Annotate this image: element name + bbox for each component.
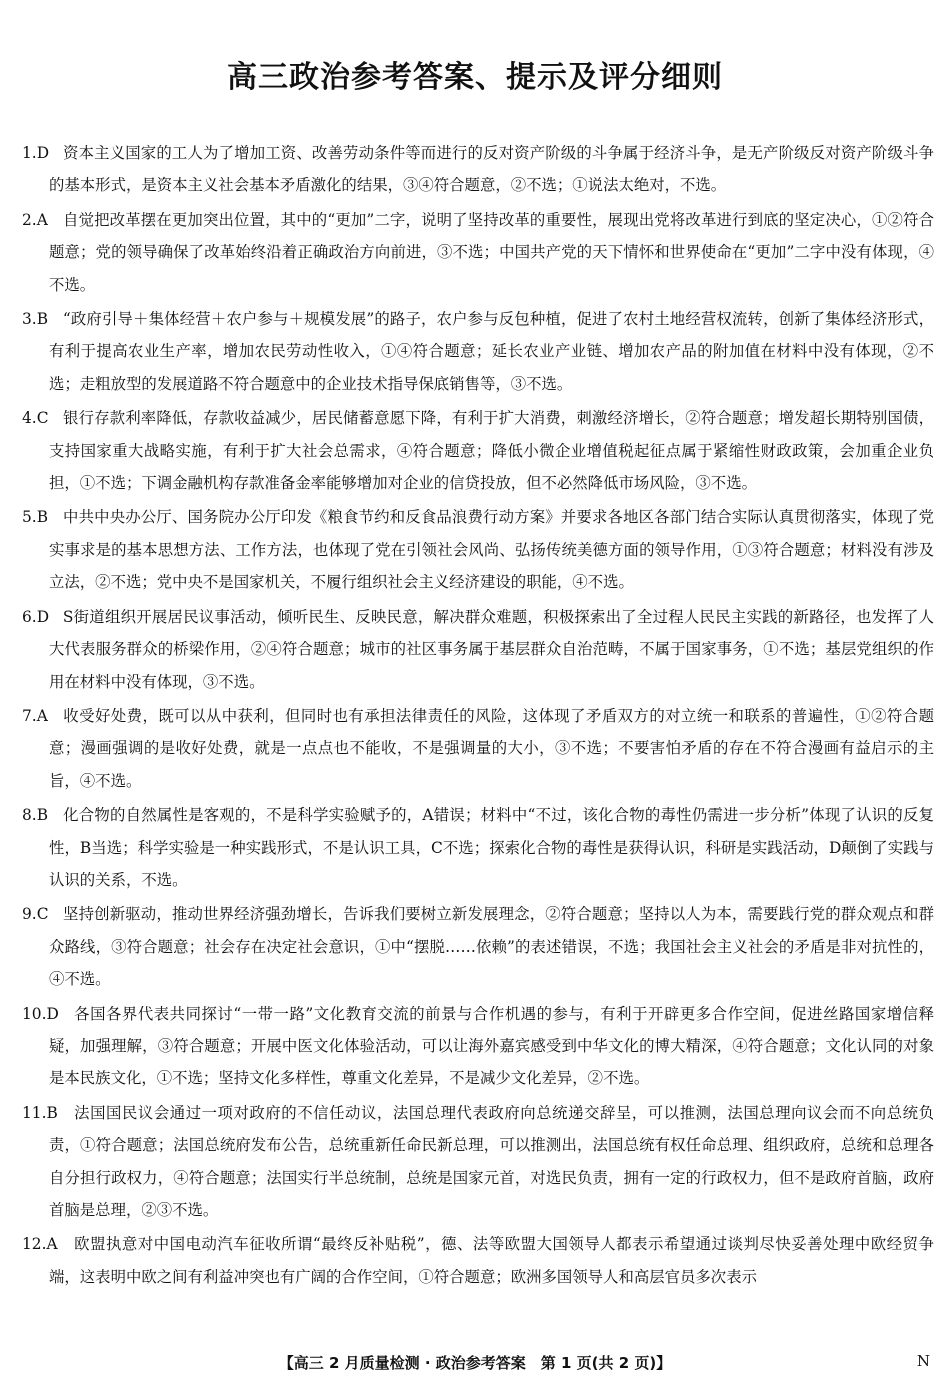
list-item: [22, 799, 934, 896]
item-number: 8.B: [22, 806, 48, 825]
item-text: 坚持创新驱动，推动世界经济强劲增长，告诉我们要树立新发展理念，②符合题意；坚持以人为本，需要践行党的群众观点和群众路线，③符合题意；社会存在决定社会意识，①中“摆脱……依赖”的表述错误，不选；我国社会主义社会的矛盾是非对抗性的，④不选。: [49, 905, 934, 989]
item-text: 银行存款利率降低，存款收益减少，居民储蓄意愿下降，有利于扩大消费，刺激经济增长，②符合题意；增发超长期特别国债，支持国家重大战略实施，有利于扩大社会总需求，④符合题意；降低小微企业增值税起征点属于紧缩性财政政策，会加重企业负担，①不选；下调金融机构存款准备金率能够增加对企业的信贷投放，但不必然降低市场风险，③不选。: [49, 409, 934, 493]
page-title: 高三政治参考答案、提示及评分细则: [227, 60, 723, 95]
item-number: 11.B: [22, 1103, 58, 1122]
page-footer: 【高三 2 月质量检测 · 政治参考答案 第 1 页(共 2 页)】: [278, 1354, 672, 1372]
answer-list: [22, 137, 934, 1295]
item-text: 欧盟执意对中国电动汽车征收所谓“最终反补贴税”，德、法等欧盟大国领导人都表示希望通过谈判尽快妥善处理中欧经贸争端，这表明中欧之间有利益冲突也有广阔的合作空间，①符合题意；欧洲多国领导人和高层官员多次表示: [49, 1235, 934, 1286]
item-number: 7.A: [22, 706, 48, 725]
item-text: “政府引导＋集体经营＋农户参与＋规模发展”的路子，农户参与反包种植，促进了农村土地经营权流转，创新了集体经济形式，有利于提高农业生产率，增加农民劳动性收入，①④符合题意；延长农业产业链、增加农产品的附加值在材料中没有体现，②不选；走粗放型的发展道路不符合题意中的企业技术指导保底销售等，③不选。: [49, 310, 934, 393]
list-item: [22, 303, 934, 400]
item-text: 中共中央办公厅、国务院办公厅印发《粮食节约和反食品浪费行动方案》并要求各地区各部门结合实际认真贯彻落实，体现了党实事求是的基本思想方法、工作方法，也体现了党在引领社会风尚、弘扬传统美德方面的领导作用，①③符合题意；材料没有涉及立法，②不选；党中央不是国家机关，不履行组织社会主义经济建设的职能，④不选。: [49, 508, 934, 592]
item-text: 法国国民议会通过一项对政府的不信任动议，法国总理代表政府向总统递交辞呈，可以推测，法国总理向议会而不向总统负责，①符合题意；法国总统府发布公告，总统重新任命民新总理，可以推测出，法国总统有权任命总理、组织政府，总统和总理各自分担行政权力，④符合题意；法国实行半总统制，总统是国家元首，对选民负责，拥有一定的行政权力，但不是政府首脑，政府首脑是总理，②③不选。: [49, 1103, 934, 1219]
list-item: [22, 1097, 934, 1227]
list-item: [22, 402, 934, 499]
item-number: 9.C: [22, 905, 49, 924]
list-item: [22, 204, 934, 301]
item-number: 2.A: [22, 210, 48, 229]
item-number: 6.D: [22, 607, 50, 626]
item-number: 10.D: [22, 1004, 59, 1023]
item-text: 收受好处费，既可以从中获利，但同时也有承担法律责任的风险，这体现了矛盾双方的对立统一和联系的普遍性，①②符合题意；漫画强调的是收好处费，就是一点点也不能收，不是强调量的大小，③不选；不要害怕矛盾的存在不符合漫画有益启示的主旨，④不选。: [49, 706, 934, 790]
item-number: 12.A: [22, 1235, 58, 1254]
item-number: 1.D: [22, 144, 50, 162]
list-item: [22, 700, 934, 797]
list-item: [22, 998, 934, 1095]
item-text: 化合物的自然属性是客观的，不是科学实验赋予的，A错误；材料中“不过，该化合物的毒性仍需进一步分析”体现了认识的反复性，B当选；科学实验是一种实践形式，不是认识工具，C不选；探索化合物的毒性是获得认识，科研是实践活动，D颠倒了实践与认识的关系，不选。: [49, 806, 934, 889]
item-text: 自觉把改革摆在更加突出位置，其中的“更加”二字，说明了坚持改革的重要性，展现出党将改革进行到底的坚定决心，①②符合题意；党的领导确保了改革始终沿着正确政治方向前进，③不选；中国共产党的天下情怀和世界使命在“更加”二字中没有体现，④不选。: [49, 210, 934, 294]
item-number: 4.C: [22, 409, 49, 428]
item-text: 资本主义国家的工人为了增加工资、改善劳动条件等而进行的反对资产阶级的斗争属于经济斗争，是无产阶级反对资产阶级斗争的基本形式，是资本主义社会基本矛盾激化的结果，③④符合题意，②不选；①说法太绝对，不选。: [49, 144, 934, 195]
corner-mark: N: [916, 1352, 930, 1370]
list-item: [22, 501, 934, 598]
item-text: 各国各界代表共同探讨“一带一路”文化教育交流的前景与合作机遇的参与，有利于开辟更多合作空间，促进丝路国家增信释疑，加强理解，③符合题意；开展中医文化体验活动，可以让海外嘉宾感受到中华文化的博大精深，④符合题意；文化认同的对象是本民族文化，①不选；坚持文化多样性，尊重文化差异，不是减少文化差异，②不选。: [49, 1004, 934, 1088]
list-item: [22, 601, 934, 698]
list-item: [22, 1228, 934, 1293]
item-number: 5.B: [22, 508, 48, 527]
list-item: [22, 137, 934, 202]
item-number: 3.B: [22, 310, 48, 329]
list-item: [22, 898, 934, 995]
item-text: S街道组织开展居民议事活动，倾听民生、反映民意，解决群众难题，积极探索出了全过程人民民主实践的新路径，也发挥了人大代表服务群众的桥梁作用，②④符合题意；城市的社区事务属于基层群众自治范畴，不属于国家事务，①不选；基层党组织的作用在材料中没有体现，③不选。: [49, 607, 934, 691]
